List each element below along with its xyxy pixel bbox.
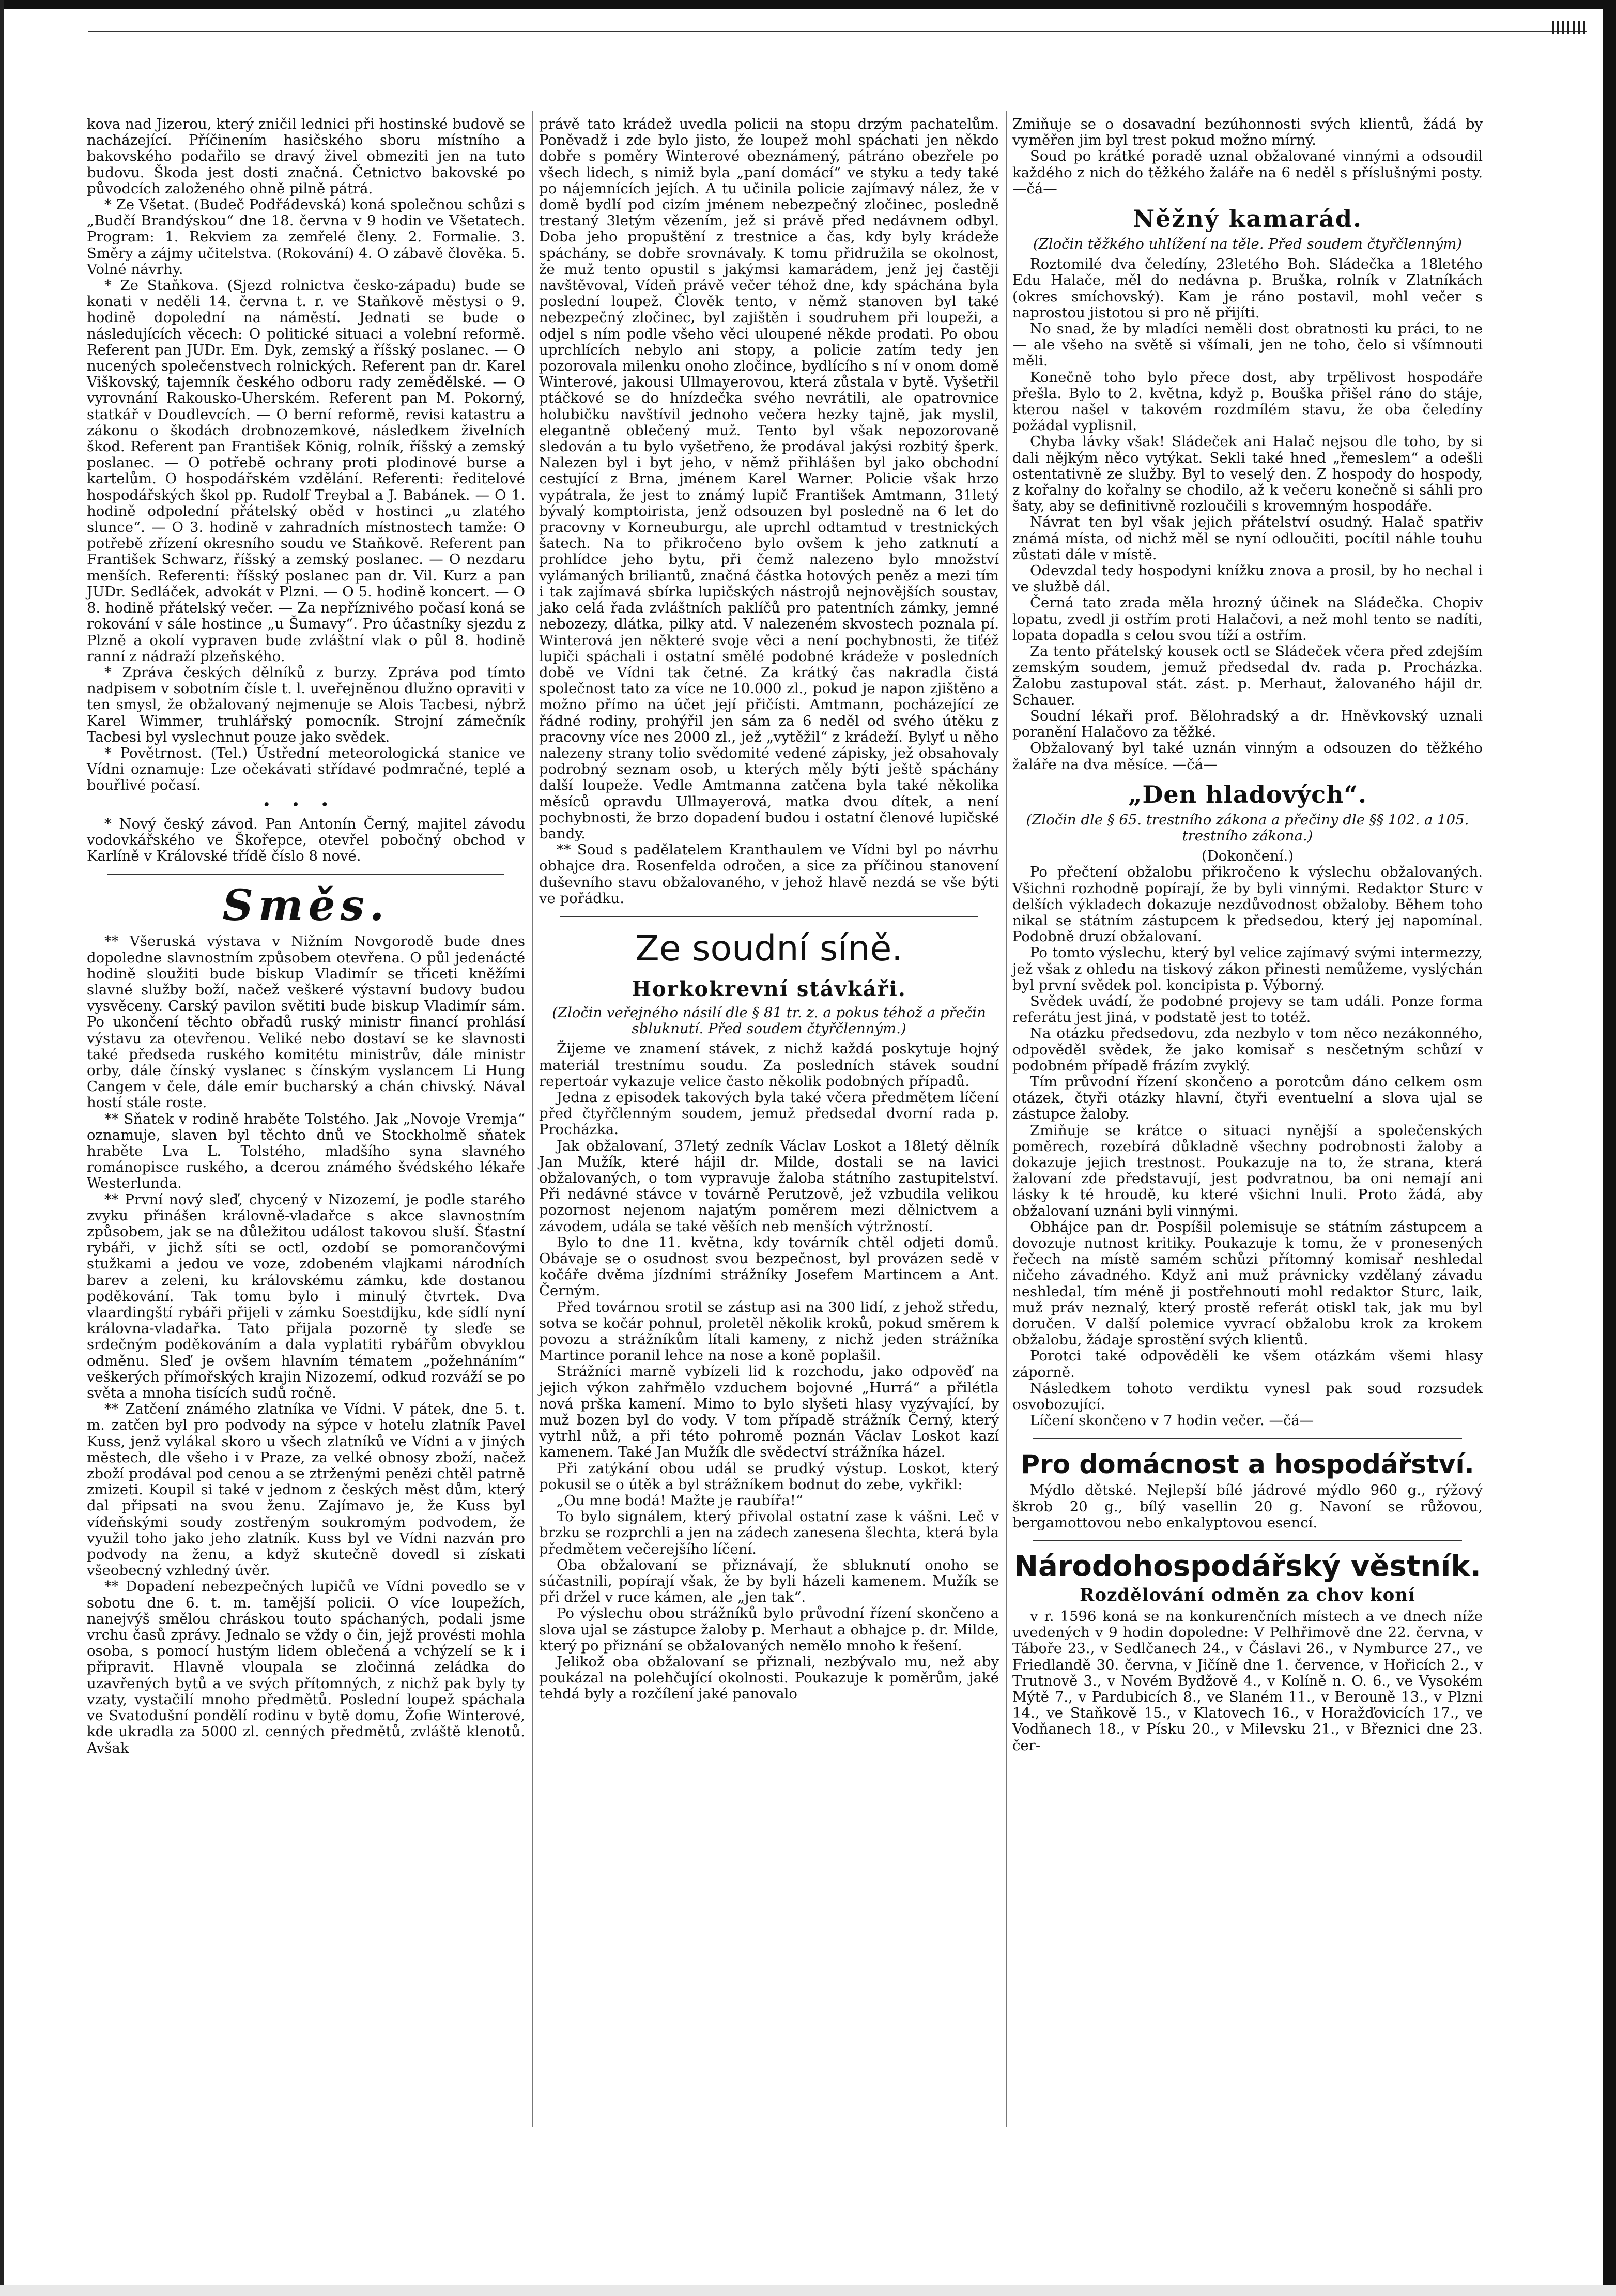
scan-edge-bottom [0, 2285, 1616, 2296]
article-paragraph: Odevzdal tedy hospodyni knížku znova a prosil, by ho nechal i ve službě dál. [1012, 562, 1483, 595]
article-paragraph: Oba obžalovaní se přiznávají, že sbluknutí onoho se súčastnili, popírají však, že by byli házeli kamenem. Mužík se při držel v ruce kámen, ale „jen tak“. [539, 1556, 999, 1606]
article-title-den: „Den hladových“. [1128, 780, 1367, 808]
header-rule [88, 31, 1587, 32]
scan-edge-left [0, 0, 4, 2296]
article-paragraph: Před továrnou srotil se zástup asi na 300 lidí, z jehož středu, sotva se kočár pohnul, proletěl několik kroků, pokud směrem k povozu a strážníkům lítali kameny, z nichž jeden strážníka Martince poranil lehce na nose a koně poplašil. [539, 1298, 999, 1364]
news-item-vystava: ** Všeruská výstava v Nižním Novgorodě bude dnes dopoledne slavnostním způsobem otevřena. O půl jedenácté hodině sloužiti bude biskup Vladimír se třiceti kněžími slavné služby boží, načež veškeré výstavní budovy budou vysvěceny. Carský pavilon světiti bude biskup Vladimír sám. Po ukončení těchto obřadů ruský ministr financí prohlásí výstavu za otevřenou. Veliké nebo dostaví se ke slavnosti také předseda ruského komitétu ministrův, dále ministr orby, dále čínský vyslanec s čínským vyslancem Li Hung Cangem v čele, dále emír bucharský a chán chivský. Nával hostí stále roste. [87, 933, 525, 1111]
article-paragraph: Strážníci marně vybízeli lid k rozchodu, jako odpověď na jejich výkon zahřmělo vzduchem bojovné „Hurrá“ a přilétla nová prška kamení. Mimo to bylo slyšeti hlasy vyzývající, by muž bozen byl do vody. V tom případě strážník Černý, který vytrhl nůž, a při této pohromě poznán Václav Loskot kazí kamenem. Také Jan Mužík dle svědectví strážníka házel. [539, 1363, 999, 1461]
article-paragraph: Porotci také odpověděli ke všem otázkám všemi hlasy záporně. [1012, 1348, 1483, 1381]
article-paragraph: Soud po krátké poradě uznal obžalované vinnými a odsoudil každého z nich do těžkého žaláře na 6 neděl s příslušnými posty. —čá— [1012, 148, 1483, 197]
article-title-stavkari: Horkokrevní stávkáři. [632, 976, 906, 1001]
article-paragraph: Zmiňuje se krátce o situaci nynější a společenských poměrech, rozebírá důkladně všechny podrobnosti žaloby a dokazuje jejich trestnost. Poukazuje na to, že strana, která žalovaní zde představují, jest podvratnou, ba oni nemají ani lásky k té hroudě, ku které všichni lnuli. Proto žádá, aby obžalovaní uznáni byli vinnými. [1012, 1122, 1483, 1219]
news-item-weather: * Povětrnost. (Tel.) Ústřední meteorologická stanice ve Vídni oznamuje: Lze očekávati střídavé podmračné, teplé a bouřlivé počasí. [87, 744, 525, 794]
section-divider [1033, 1540, 1462, 1541]
section-divider [560, 916, 978, 917]
article-paragraph: Po přečtení obžalobu přikročeno k výslechu obžalovaných. Všichni rozhodně popírají, že by byli vinnými. Redaktor Sturc v delších výkladech dokazuje nezdůvodnost obžaloby. Během toho nikal se státním zástupcem k předsedou, který jej napomínal. Podobně druzí obžalovaní. [1012, 864, 1483, 945]
section-heading-smes: Směs. [222, 881, 390, 931]
article-paragraph: Za tento přátelský kousek octl se Sládeček včera před zdejším zemským soudem, jemuž předsedal dv. rada p. Procházka. Žalobu zastupoval stát. zást. p. Merhaut, žalovaného hájil dr. Schauer. [1012, 643, 1483, 708]
news-item-tolstoj: ** Sňatek v rodině hraběte Tolstého. Jak „Novoje Vremja“ oznamuje, slaven byl těchto dnů ve Stockholmě sňatek hraběte Lva L. Tolstého, mladšího syna slavného románopisce ruského, a dcerou známého švédského lékaře Westerlunda. [87, 1110, 525, 1192]
article-paragraph: Bylo to dne 11. května, kdy továrník chtěl odjeti domů. Obávaje se o osudnost svou bezpečnost, byl provázen sedě v kočáře dvěma jízdními strážníky Josefem Martincem a Ant. Černým. [539, 1234, 999, 1299]
article-paragraph: Po výslechu obou strážníků bylo průvodní řízení skončeno a slova ujal se zástupce žaloby p. Merhaut a obhajce p. dr. Milde, který po přiznání se obžalovaných nemělo mnoho k řešení. [539, 1605, 999, 1654]
article-paragraph: Soudní lékaři prof. Bělohradský a dr. Hněvkovský uznali poranění Halačovo za těžké. [1012, 707, 1483, 741]
ornament-divider: ••• [262, 796, 350, 813]
section-heading-narodohospodarsky: Národohospodářský věstník. [1014, 1550, 1481, 1584]
article-paragraph: v r. 1596 koná se na konkurenčních místech a ve dnech níže uvedených v 9 hodin dopoledne: V Pelhřimově dne 22. června, v Táboře 23., v Sedlčanech 24., v Čáslavi 26., v Nymburce 27., ve Friedlandě 30. června, v Jičíně dne 1. července, v Hořicích 2., v Trutnově 3., v Novém Bydžově 4., v Kolíně n. O. 6., ve Vysokém Mýtě 7., v Pardubicích 8., ve Slaném 11., v Berouně 13., v Plzni 14., ve Staňkově 15., v Klatovech 16., v Horažďovicích 17., ve Vodňanech 18., v Písku 20., v Milevsku 21., v Březnici dne 23. čer- [1012, 1608, 1483, 1754]
article-paragraph: No snad, že by mladíci neměli dost obratnosti ku práci, to ne — ale všeho na světě si všímali, jen ne toho, čelo si všímnouti měli. [1012, 320, 1483, 370]
article-paragraph: Zmiňuje se o dosavadní bezúhonnosti svých klientů, žádá by vyměřen jim byl trest pokud možno mírný. [1012, 116, 1483, 149]
article-paragraph: Obhájce pan dr. Pospíšil polemisuje se státním zástupcem a dovozuje nutnost kritiky. Poukazuje k tomu, že v pronesených řečech na místě samém schůzi přítomný komisař neshledal ničeho závadného. Když ani muž právnicky vzdělaný závadu neshledal, tím méně ji postřehnouti mohl redaktor Sturc, laik, muž práv neznalý, který prostě referát otiskl tak, jak mu byl doručen. V další polemice vyvrací obžalobu krok za krokem obžalobu, žádaje sprostění svých klientů. [1012, 1218, 1483, 1349]
article-paragraph: To bylo signálem, který přivolal ostatní zase k vášni. Leč v brzku se rozprchli a jen na zádech zanesena šlechta, která byla předmětem večerejšího líčení. [539, 1508, 999, 1557]
article-paragraph: Tím průvodní řízení skončeno a porotcům dáno celkem osm otázek, čtyři otázky hlavní, čtyři eventuelní a slova ujal se zástupce žaloby. [1012, 1073, 1483, 1123]
news-item-zlatnik: ** Zatčení známého zlatníka ve Vídni. V pátek, dne 5. t. m. zatčen byl pro podvody na sýpce v hotelu zlatník Pavel Kuss, jenž vylákal skoro u všech zlatníků ve Vídni a v jiných městech, dle všeho i v Praze, za velké obnosy zboží, načež zboží prodával pod cenou a se ztrženými penězi chtěl patrně zmizeti. Koupil si také v jednom z českých měst dům, který dal připsati na svou ženu. Zajímavo je, že Kuss byl vídeňskými soudy zostřeným soukromým podvodem, že využil toho jako jeho zlatník. Kuss byl ve Vídni nazván pro podvody na ženu, a když skutečně dovedl si získati všeobecný vzhledný úvěr. [87, 1401, 525, 1579]
section-divider [1033, 1438, 1462, 1439]
article-paragraph: Na otázku předsedovu, zda nezbylo v tom něco nezákonného, odpověděl svědek, že jako komisař s nesčetným schůzí v podobném případě frázím zvyklý. [1012, 1025, 1483, 1074]
article-paragraph: Mýdlo dětské. Nejlepší bílé jádrové mýdlo 960 g., rýžový škrob 20 g., bílý vasellin 20 g. Navoní se růžovou, bergamottovou nebo enkalyptovou esencí. [1012, 1482, 1483, 1531]
section-heading-soud: Ze soudní síně. [635, 928, 903, 969]
column-1 [87, 116, 525, 2132]
article-quote: „Ou mne bodá! Mažte je raubířa!“ [557, 1492, 803, 1509]
article-title-nezny: Něžný kamarád. [1133, 205, 1362, 233]
article-subhead: (Zločin dle § 65. trestního zákona a přečiny dle §§ 102. a 105. trestního zákona.) [1026, 811, 1469, 844]
article-title-rozdelovani: Rozdělování odměn za chov koní [1080, 1585, 1415, 1606]
news-item-stankov: * Ze Staňkova. (Sjezd rolnictva česko-západu) bude se konati v neděli 14. června t. r. ve Staňkově městysi o 9. hodině dopolední na náměstí. Jednati se bude o následujících věcech: O politické situaci a volební reformě. Referent pan JUDr. Em. Dyk, zemský a říšský poslanec. — O nucených společenstvech rolnických. Referent pan dr. Karel Viškovský, tajemník českého odboru rady zemědělské. — O vyrovnání Rakousko-Uherském. Referent pan M. Pokorný, statkář v Doudlevcích. — O berní reformě, revisi katastru a zákonu o škodách drobnozemkové, následkem živelních škod. Referent pan František König, rolník, říšský a zemský poslanec. — O potřebě ochrany proti plodinové burse a kartelům. O hospodářském vzdělání. Referenti: ředitelové hospodářských škol pp. Rudolf Treybal a J. Babánek. — O 1. hodině odpolední přátelský oběd v hostinci „u zlatého slunce“. — O 3. hodině v zahradních místnostech tamže: O potřebě zřízení okresního soudu ve Staňkově. Referent pan František Schwarz, říšský a zemský poslanec. — O nezdaru menších. Referenti: říšský poslanec pan dr. Vil. Kurz a pan JUDr. Sedláček, advokát v Plzni. — O 5. hodině koncert. — O 8. hodině přátelský večer. — Za nepříznivého počasí koná se rokování v sále hostince „u Šumavy“. Pro účastníky sjezdu z Plzně a okolí vypraven bude zvláštní vlak o půl 8. hodině ranní z nádraží plzeňského. [87, 277, 525, 665]
news-item-vsetaty: * Ze Všetat. (Budeč Podřádevská) koná společnou schůzi s „Budčí Brandýskou“ dne 18. června v 9 hodin ve Všetatech. Program: 1. Rekviem za zemřelé členy. 2. Formalie. 3. Směry a zájmy učitelstva. (Rokování) 4. O zábavě člověka. 5. Volné návrhy. [87, 196, 525, 278]
article-paragraph: Líčení skončeno v 7 hodin večer. —čá— [1030, 1412, 1314, 1429]
article-paragraph: kova nad Jizerou, který zničil lednici při hostinské budově se nacházející. Příčinením hasičského sboru místního a bakovského podařilo se dravý živel obmeziti jen na tuto budovu. Škoda jest dosti značná. Četnictvo bakovské po původcích založeného ohně pilně pátrá. [87, 116, 525, 197]
section-heading-domacnost: Pro domácnost a hospodářství. [1021, 1449, 1474, 1480]
article-subhead: (Zločin těžkého uhlížení na těle. Před soudem čtyřčlenným) [1033, 236, 1463, 253]
column-2 [539, 116, 999, 2132]
column-rule [1006, 111, 1007, 2127]
scan-edge-top [0, 0, 1616, 9]
article-paragraph: Žijeme ve znamení stávek, z nichž každá poskytuje hojný materiál trestnímu soudu. Za posledních stávek soudní repertoár vykazuje velice často několik podobných případů. [539, 1040, 999, 1090]
article-paragraph: Svědek uvádí, že podobné projevy se tam událi. Ponze forma referátu jest jiná, v podstatě jest to totéž. [1012, 992, 1483, 1026]
article-subhead: (Zločin veřejného násilí dle § 81 tr. z. a pokus téhož a přečin sbluknutí. Před soudem čtyřčlenným.) [552, 1004, 986, 1037]
section-divider [107, 874, 504, 875]
column-3 [1012, 116, 1483, 2132]
news-item-sled: ** První nový sleď, chycený v Nizozemí, je podle starého zvyku přinášen královně-vladařce s akce slavnostním způsobem, jak se na důležitou událost takovou sluší. Šťastní rybáři, v jichž síti se octl, ozdobí se pomorančovými stužkami a jedou ve voze, zdobeném vlajkami národních barev a zeleni, ku královskému zámku, kde dostanou poděkování. Tak tomu bylo i minulý čtvrtek. Dva vlaardingští rybáři přijeli v zámku Soestdijku, kde sídlí nyní královna-vladařka. Tato přijala pozorně ty sleďe se srdečným poděkováním a dala vyplatiti rybářům obvyklou odměnu. Sleď je ovšem hlavním tématem „požehnáním“ veškerých přímořských krajin Nizozemí, odkud rozváží se po světa a mnoha tisících sudů ročně. [87, 1191, 525, 1402]
column-rule [532, 111, 533, 2127]
article-paragraph: Jelikož oba obžalovaní se přiznali, nezbývalo mu, než aby poukázal na polehčující okolnosti. Poukazuje k poměrům, jaké tehdá byly a rozčílení jaké panovalo [539, 1654, 999, 1703]
article-paragraph: Roztomilé dva čeledíny, 23letého Boh. Sládečka a 18letého Edu Halače, měl do nedávna p. Bruška, rolník v Zlatníkách (okres smíchovský). Kam je ráno postavil, mohl večer s naprostou jistotou si pro ně přijíti. [1012, 256, 1483, 321]
article-paragraph: Konečně toho bylo přece dost, aby trpělivost hospodáře přešla. Bylo to 2. května, když p. Bouška přišel ráno do stáje, kterou našel v takovém rozdmílém stavu, že oba čeledíny požádal vyplisnil. [1012, 369, 1483, 434]
article-paragraph: Jedna z episodek takových byla také včera předmětem líčení před čtyřčlenným soudem, jemuž předsedal dvorní rada p. Procházka. [539, 1089, 999, 1138]
registration-ticks [1552, 21, 1585, 34]
news-item-burza: * Zpráva českých dělníků z burzy. Zpráva pod tímto nadpisem v sobotním čísle t. l. uveřejněnou dlužno opraviti v ten smysl, že obžalovaný nejmenuje se Alois Tacbesi, nýbrž Karel Wimmer, truhlářský pomocník. Strojní zámečník Tacbesi byl vyslechnut pouze jako svědek. [87, 664, 525, 745]
article-paragraph: Jak obžalovaní, 37letý zedník Václav Loskot a 18letý dělník Jan Mužík, které hájil dr. Milde, dostali se na lavici obžalovaných, o tom vypravuje žaloba státního zastupitelství. Při nedávné stávce v továrně Perutzově, jež vzbudila velikou pozornost nejenom najatým poměrem mezi dělnictvem a závodem, udála se také věších neb menších výtržností. [539, 1137, 999, 1235]
article-paragraph: Návrat ten byl však jejich přátelství osudný. Halač spatřiv známá místa, od nichž měl se nyní odloučiti, pocítil náhle touhu zůstati dále v místě. [1012, 514, 1483, 563]
news-item-zavod: * Nový český závod. Pan Antonín Černý, majitel závodu vodovkářského ve Škořepce, otevřel pobočný obchod v Karlíně v Královské třídě číslo 8 nové. [87, 815, 525, 865]
article-paragraph: právě tato krádež uvedla policii na stopu drzým pachatelům. Poněvadž i zde bylo jisto, že loupež mohl spáchati jen někdo dobře s poměry Winterové obeznámený, pátráno obezřele po všech lidech, s nimiž byla „paní domácí“ ve styku a tedy také po nájemnících jejích. A tu učinila policie zajímavý nález, že v domě bydlí pod cizím jménem nebezpečný zločinec, posledně trestaný 3letým vězením, jež si právě před nedávnem odbyl. Doba jeho propuštění z trestnice a čas, kdy byly krádeže spáchány, se dobře srovnávaly. K tomu přidružila se okolnost, že muž tento opustil s jakýmsi kamarádem, jenž jej častěji navštěvoval, Vídeň právě večer téhož dne, kdy spáchána byla poslední loupež. Člověk tento, v němž stanoven byl také nebezpečný zločinec, byl zajištěn i soudruhem při loupeži, a odjel s ním podle všeho věci uloupené někde prodati. Po obou uprchlících nebylo ani stopy, a policie zatím tedy jen pozorovala milenku onoho zločince, bydlícího s ní v onom domě Winterové, jakousi Ullmayerovou, která zůstala v bytě. Vyšetřil ptáčkové se do hnízdečka svého nevrátili, ale opatrovnice holubičku navštívil jednoho večera hezky tajně, jak myslil, elegantně oblečený muž. Tento byl však nepozorovaně sledován a tu bylo vyšetřeno, že prodával jakýsi rozbitý šperk. Nalezen byl i byt jeho, v němž přihlášen byl jako obchodní cestující z Brna, jménem Karel Warner. Policie však hrzo vypátrala, že jest to známý lupič František Amtmann, 31letý bývalý komptoirista, jenž odsouzen byl posledně na 6 let do pracovny v Korneuburgu, ale uprchl odtamtud v trestnických šatech. Na to přikročeno bylo ovšem k jeho zatknutí a prohlídce jeho bytu, při čemž nalezeno bylo množství vylámaných briliantů, značná částka hotových peněz a mezi tím i tak zajímavá sbírka lupičských nástrojů nejnovějších soustav, jako celá řada zvláštních paklíčů pro patentních zámky, jemné nebozezy, dlátka, pilky atd. V nalezeném skvostech poznala pí. Winterová jen některé svoje věci a není pochybnosti, že tiťéž lupiči spáchali i ostatní smělé podobné krádeže v posledních době ve Vídni tak četné. Za krátký čas nakradla čistá společnost tato za více ne 10.000 zl., pokud je napon zjištěno a možno přímo na účet její přičísti. Amtmann, pocházející ze řádné rodiny, prohýřil jen sám za 6 neděl od svého útěku z pracovny více nes 2000 zl., jež „vytěžil“ z krádeží. Bylyť u něho nalezeny strany tolio svědomité vedené zápisky, jež obsahovaly podrobný seznam osob, u kterých měly býti ještě spáchány další loupeže. Vedle Amtmanna zatčena byla také několika měsíců opravdu Ullmayerová, matka dvou dítek, a není pochybnosti, že brzo dopadení budou i ostatní členové lupičské bandy. [539, 116, 999, 842]
continuation-note: (Dokončení.) [1202, 848, 1294, 865]
news-item-padelatel: ** Soud s padělatelem Kranthaulem ve Vídni byl po návrhu obhajce dra. Rosenfelda odročen, a sice za příčinou stanovení duševního stavu obžalovaného, v jehož hlavě nezdá se vše býti ve pořádku. [539, 841, 999, 907]
scan-edge-right [1603, 0, 1616, 2296]
article-paragraph: Chyba lávky však! Sládeček ani Halač nejsou dle toho, by si dali nějkým něco vytýkat. Sekli také hned „řemeslem“ a odešli ostentativně ze služby. Byl to veselý den. Z hospody do hospody, z kořalny do kořalny se chodilo, až k večeru konečně si sáhli pro šaty, aby se definitivně rozloučili s krovemným hospodáře. [1012, 433, 1483, 515]
article-paragraph: Obžalovaný byl také uznán vinným a odsouzen do těžkého žaláře na dva měsíce. —čá— [1012, 740, 1483, 773]
article-paragraph: Při zatýkání obou udál se prudký výstup. Loskot, který pokusil se o útěk a byl strážníkem bodnut do zebe, vykřikl: [539, 1460, 999, 1493]
news-item-lupici: ** Dopadení nebezpečných lupičů ve Vídni povedlo se v sobotu dne 6. t. m. tamější policii. O více loupežích, nanejvýš smělou chráskou touto spáchaných, podali jsme vrchu časů zprávy. Jednalo se vždy o čin, jejž provésti mohla osoba, s pomocí hustým lidem oblečená a vchýzelí se k i připravit. Hlavně vloupala se zločinná zeládka do uzavřených bytů a ve svých přítomných, z nichž pak byly ty vzaty, vystačilí mnoho předmětů. Poslední loupež spáchala ve Svatodušní pondělí rodinu v bytě domu, Žofie Winterové, kde ukradla za 5000 zl. cenných předmětů, zvláště klenotů. Avšak [87, 1578, 525, 1756]
article-paragraph: Následkem tohoto verdiktu vynesl pak soud rozsudek osvobozující. [1012, 1380, 1483, 1413]
article-paragraph: Po tomto výslechu, který byl velice zajímavý svými intermezzy, jež však z ohledu na tiskový zákon přinesti nemůžeme, vyslýchán byl první svědek pol. koncipista p. Výborný. [1012, 944, 1483, 993]
article-paragraph: Černá tato zrada měla hrozný účinek na Sládečka. Chopiv lopatu, zvedl ji ostřím proti Halačovi, a než mohl tento se nadíti, lopata dopadla s celou svou tíží a ostřím. [1012, 594, 1483, 644]
